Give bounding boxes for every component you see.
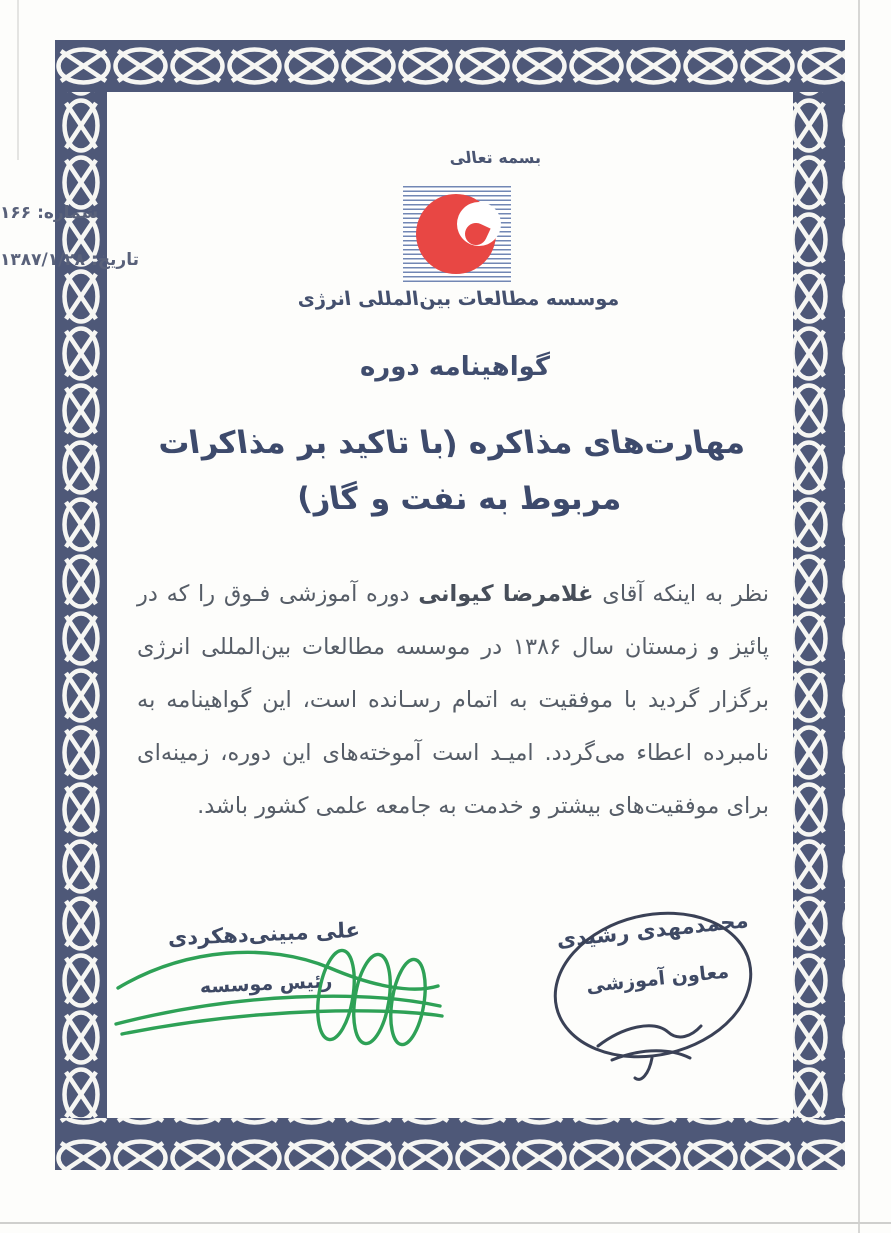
body-pre-name: نظر به اینکه آقای xyxy=(593,581,769,607)
president-title: رئیس موسسه xyxy=(199,970,333,998)
deputy-title: معاون آموزشی xyxy=(585,960,731,998)
date-label: تاریخ: xyxy=(90,250,139,270)
number-label: شماره: xyxy=(37,203,99,223)
signature-block-president xyxy=(119,916,412,1002)
scan-edge-artifact xyxy=(858,0,860,1233)
bismillah-text: بسمه تعالی xyxy=(448,148,542,167)
trainee-name: غلامرضا کیوانی xyxy=(418,581,594,607)
institute-name: موسسه مطالعات بین‌المللی انرژی xyxy=(295,288,621,310)
number-value: ۱۶۶ xyxy=(0,203,32,223)
institute-logo xyxy=(403,186,511,282)
scan-edge-artifact xyxy=(0,1222,891,1224)
course-title-heading xyxy=(122,415,788,527)
certificate-date xyxy=(0,237,318,284)
course-title-line1: مهارت‌های مذاکره (با تاکید بر مذاکرات xyxy=(155,425,747,461)
scan-edge-artifact xyxy=(17,0,19,160)
certificate-type-heading: گواهینامه دوره xyxy=(359,352,551,382)
certificate-number xyxy=(0,190,318,237)
certificate-body-paragraph xyxy=(137,568,769,833)
date-value: ۱۳۸۷/۱/۲۸ xyxy=(0,250,86,270)
deputy-name: محمدمهدی رشیدی xyxy=(555,908,750,953)
certificate-meta xyxy=(0,190,318,284)
president-name: علی مبینی‌دهکردی xyxy=(167,917,361,951)
body-post-name: دوره آموزشی فـوق را که در پائیز و زمستان سال ۱۳۸۶ در موسسه مطالعات بین‌المللی انرژی برگزار گردید با موفقیت به اتمام رسـانده است، این گواهینامه به نامبرده اعطاء می‌گردد. امیـد است آموخته‌های این دوره، زمینه‌ای برای موفقیت‌های بیشتر و خدمت به جامعه علمی کشور باشد. xyxy=(137,581,769,819)
course-title-line2: مربوط به نفت و گاز) xyxy=(294,481,623,517)
